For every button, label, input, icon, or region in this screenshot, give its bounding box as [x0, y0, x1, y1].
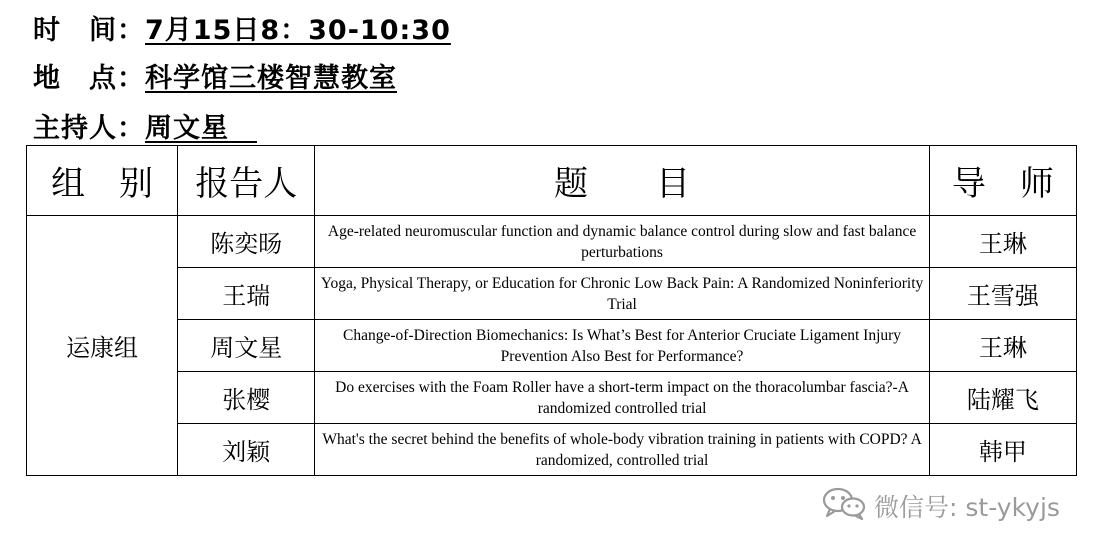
table-row [27, 372, 1077, 424]
header-reporter: 报告人 [178, 146, 315, 216]
table-row [27, 424, 1077, 476]
wechat-watermark [822, 486, 1060, 526]
host-value: 周文星 [145, 113, 257, 144]
advisor-cell: 王琳 [929, 320, 1076, 372]
time-value: 7月15日8：30-10:30 [145, 15, 451, 46]
table-row [27, 268, 1077, 320]
title-cell: Yoga, Physical Therapy, or Education for Chronic Low Back Pain: A Randomized Noninferiority Trial [315, 268, 930, 320]
title-cell: Age-related neuromuscular function and dynamic balance control during slow and fast balance perturbations [315, 216, 930, 268]
table-row [27, 216, 1077, 268]
table-header-row [27, 146, 1077, 216]
reporter-cell: 刘颖 [178, 424, 315, 476]
meeting-place-line [33, 56, 397, 95]
title-cell: Do exercises with the Foam Roller have a short-term impact on the thoracolumbar fascia?-A randomized controlled trial [315, 372, 930, 424]
advisor-cell: 韩甲 [929, 424, 1076, 476]
group-cell: 运康组 [27, 216, 178, 476]
advisor-cell: 陆耀飞 [929, 372, 1076, 424]
reporter-cell: 陈奕旸 [178, 216, 315, 268]
reporter-cell: 张樱 [178, 372, 315, 424]
title-cell: Change-of-Direction Biomechanics: Is What’s Best for Anterior Cruciate Ligament Injury Prevention Also Best for Performance? [315, 320, 930, 372]
advisor-cell: 王琳 [929, 216, 1076, 268]
meeting-host-line [33, 106, 257, 145]
reporter-cell: 王瑞 [178, 268, 315, 320]
header-advisor: 导 师 [929, 146, 1076, 216]
advisor-cell: 王雪强 [929, 268, 1076, 320]
place-value: 科学馆三楼智慧教室 [145, 63, 397, 94]
meeting-time-line [33, 8, 451, 47]
schedule-table [26, 145, 1077, 476]
title-cell: What's the secret behind the benefits of whole-body vibration training in patients with COPD? A randomized, controlled trial [315, 424, 930, 476]
table-row [27, 320, 1077, 372]
wechat-id-text: 微信号: st-ykyjs [874, 493, 1060, 522]
place-label: 地 点： [33, 63, 145, 94]
reporter-cell: 周文星 [178, 320, 315, 372]
header-title: 题 目 [315, 146, 930, 216]
wechat-icon [822, 486, 874, 526]
time-label: 时 间： [33, 15, 145, 46]
host-label: 主持人： [33, 113, 145, 144]
header-group: 组 别 [27, 146, 178, 216]
